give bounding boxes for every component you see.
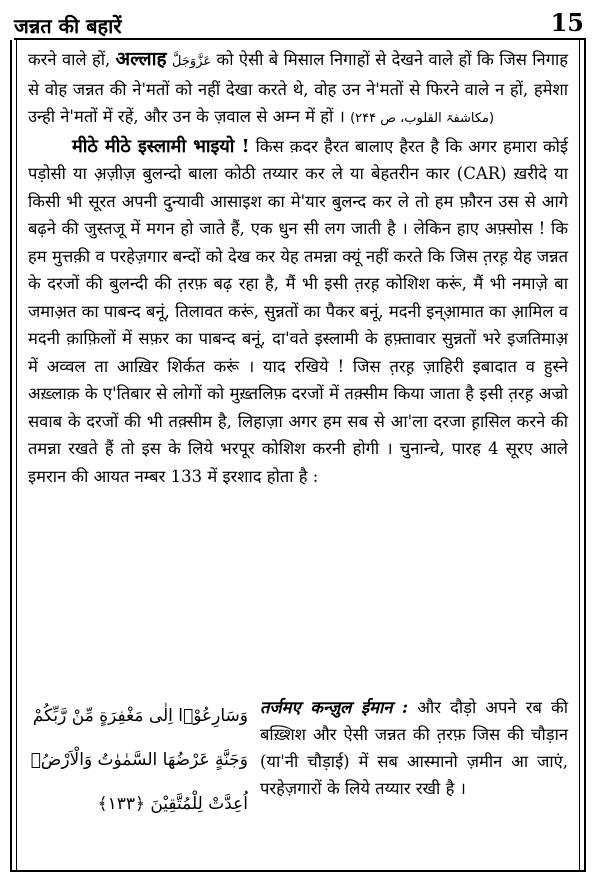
paragraph-1	[28, 46, 568, 133]
page-number: 15	[550, 8, 584, 37]
right-border	[584, 40, 586, 872]
verse-line-3: اُعِدَّتْ لِلْمُتَّقِیْنَ ﴿۱۳۳﴾	[97, 794, 248, 814]
running-title: जन्नत की बहारें	[14, 14, 122, 38]
page-header	[14, 6, 586, 40]
translation-text: और दौड़ो अपने रब की बख़्शिश और ऐसी जन्नत की त़रफ़ जिस की चौड़ान (या'नी चौड़ाई) में सब आस्मानो ज़मीन आ जाएं, परहेज़गारों के लिये तय्यार रखी है ।	[260, 698, 569, 798]
body-text	[28, 46, 568, 490]
verse-translation	[260, 694, 568, 802]
page-frame	[10, 40, 586, 872]
arabic-verse	[28, 694, 248, 826]
reference-citation: (مکاشفۃ القلوب، ص ۲۴۴)	[350, 111, 495, 126]
paragraph-2	[28, 133, 568, 491]
verse-line-2: وَجَنَّةٍ عَرْضُهَا السَّمٰوٰتُ وَالْاَرْضُۙ	[30, 750, 248, 770]
left-border	[10, 40, 12, 872]
paragraph-1-rest: को ऐसी बे मिसाल निगाहों से देखने वाले हों कि जिस निगाह से वोह जन्नत की ने'मतों को नहीं देखा करते थे, वोह उन ने'मतों से फिरने वाले न हों, हमेशा उन्ही ने'मतों में रहें, और उन के ज़वाल से अम्न में हों ।	[28, 50, 569, 126]
allah-calligraphy: अल्लाह	[115, 48, 167, 70]
verse-line-1: وَسَارِعُوْۤا اِلٰى مَغْفِرَةٍ مِّنْ رَّبِّكُمْ	[32, 706, 248, 726]
address-heading: मीठे मीठे इस्लामी भाइयो !	[72, 135, 250, 157]
translation-label: तर्जमए कन्ज़ुल ईमान :	[260, 698, 409, 717]
honorific-arabic: عَزَّوَجَلَّ	[172, 54, 212, 69]
bottom-border	[10, 870, 586, 872]
paragraph-1-start: करने वाले हों,	[28, 50, 111, 69]
paragraph-2-text: किस क़दर हैरत बालाए हैरत है कि अगर हमारा कोई पड़ोसी या अ़ज़ीज़ बुलन्दो बाला कोठी तय्यार कर ले या बेहतरीन कार (CAR) ख़रीदे या किसी भी सूरत अपनी दुन्यावी आसाइश का मे'यार बुलन्द कर ले तो हम फ़ौरन उस से आगे बढ़ने की जुस्तजू में मगन हो जाते हैं, एक धुन सी लग जाती है । लेकिन हाए अफ़्सोस ! कि हम मुत्तक़ी व परहेज़गार बन्दों को देख कर येह तमन्ना क्यूं नहीं करते कि जिस त़रह़ येह जन्नत के दरजों की बुलन्दी की त़रफ़ बढ़ रहा है, मैं भी इसी त़रह़ कोशिश करूं, मैं भी नमाज़े बा जमाअ़त का पाबन्द बनूं, तिलावत करूं, सुन्नतों का पैकर बनूं, मदनी इन्आ़मात का आ़मिल व मदनी क़ाफ़िलों में सफ़र का पाबन्द बनूं, दा'वते इस्लामी के हफ़्तावार सुन्नतों भरे इजतिमाअ़ में अव्वल ता आख़िर शिर्कत करूं । याद रखिये ! जिस त़रह़ ज़ाहिरी इबादात व हुस्ने अख़्लाक़ के ए'तिबार से लोगों को मुख़्तलिफ़ दरजों में तक़्सीम किया जाता है इसी त़रह़ अज्रो सवाब के दरजों की भी तक़्सीम है, लिहाज़ा अगर हम सब से आ'ला दरजा ह़ासिल करने की तमन्ना रखते हैं तो इस के लिये भरपूर कोशिश करनी होगी । चुनान्चे, पारह 4 सूरए आले इमरान की आयत नम्बर 133 में इरशाद होता है :	[28, 136, 569, 486]
verse-section	[28, 694, 568, 864]
